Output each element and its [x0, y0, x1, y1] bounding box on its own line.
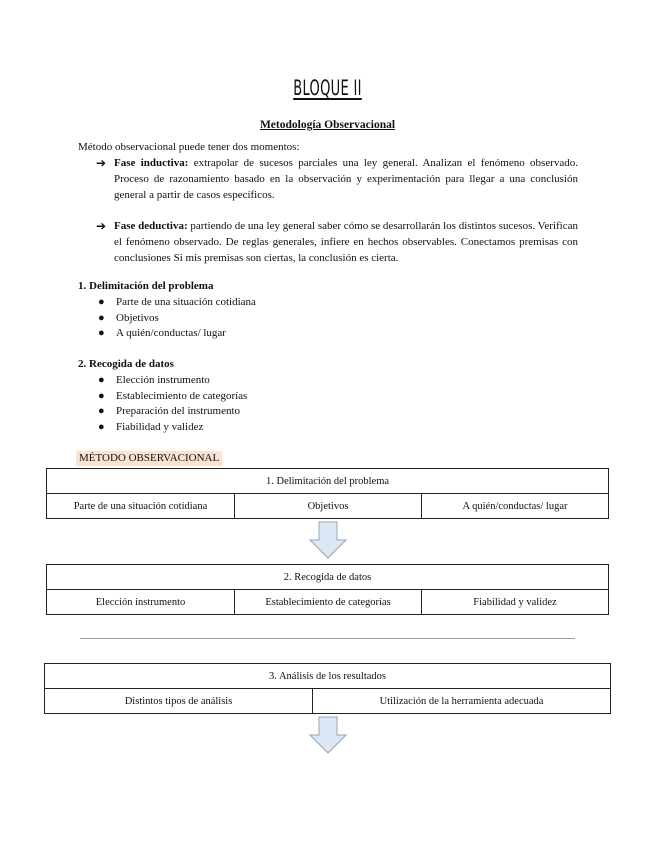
phase-inductive [96, 155, 578, 203]
diagram-table-data-collection [46, 564, 609, 615]
list-item: ● Elección instrumento [98, 373, 247, 389]
intro-text: Método observacional puede tener dos momentos: [78, 141, 300, 153]
list-item: ● A quién/conductas/ lugar [98, 326, 256, 342]
section-heading: 2. Recogida de datos [78, 358, 174, 370]
arrow-right-icon: ➔ [96, 219, 107, 233]
table-cell: A quién/conductas/ lugar [422, 494, 609, 519]
table-header: 2. Recogida de datos [47, 565, 609, 590]
bullet-icon: ● [98, 327, 105, 339]
bullet-icon: ● [98, 405, 105, 417]
page-subtitle: Metodología Observacional [259, 119, 396, 131]
table-header: 1. Delimitación del problema [47, 469, 609, 494]
phase-label: Fase inductiva: [114, 157, 189, 169]
table-cell: Utilización de la herramienta adecuada [313, 689, 611, 714]
diagram-table-analysis [44, 663, 611, 714]
list-item: ● Objetivos [98, 311, 256, 327]
section-list [98, 295, 256, 342]
table-cell: Objetivos [235, 494, 422, 519]
bullet-icon: ● [98, 311, 105, 324]
list-item: ● Preparación del instrumento [98, 404, 247, 420]
bullet-icon: ● [98, 389, 105, 402]
table-cell: Fiabilidad y validez [422, 590, 609, 615]
table-cell: Establecimiento de categorías [235, 590, 422, 615]
table-cell: Parte de una situación cotidiana [47, 494, 235, 519]
section-heading: 1. Delimitación del problema [78, 280, 214, 292]
list-item: ● Fiabilidad y validez [98, 420, 247, 436]
diagram-label: MÉTODO OBSERVACIONAL [76, 451, 222, 466]
arrow-right-icon: ➔ [96, 156, 107, 170]
section-list [98, 373, 247, 435]
table-cell: Elección instrumento [47, 590, 235, 615]
phase-text: partiendo de una ley general saber cómo se desarrollarán los distintos sucesos. Verifican el fenómeno observado. De reglas generales, infiere en hechos observables. Conectamos premisas con conclusiones Si mis premisas son ciertas, la conclusión es cierta. [114, 220, 578, 264]
divider [80, 638, 575, 639]
phase-deductive [96, 218, 578, 266]
phase-text: extrapolar de sucesos parciales una ley general. Analizan el fenómeno observado. Proceso de razonamiento basado en la observación y experimentación para llegar a una conclusión general a partir de casos específicos. [114, 157, 579, 201]
page-title: BLOQUE II [293, 76, 362, 100]
arrow-down-icon [308, 716, 348, 754]
list-item: ● Parte de una situación cotidiana [98, 295, 256, 311]
bullet-icon: ● [98, 296, 105, 308]
table-cell: Distintos tipos de análisis [45, 689, 313, 714]
bullet-icon: ● [98, 374, 105, 386]
diagram-table-delimitation [46, 468, 609, 519]
table-header: 3. Análisis de los resultados [45, 664, 611, 689]
list-item: ● Establecimiento de categorías [98, 389, 247, 405]
arrow-down-icon [308, 521, 348, 559]
phase-label: Fase deductiva: [114, 220, 188, 232]
bullet-icon: ● [98, 420, 105, 433]
